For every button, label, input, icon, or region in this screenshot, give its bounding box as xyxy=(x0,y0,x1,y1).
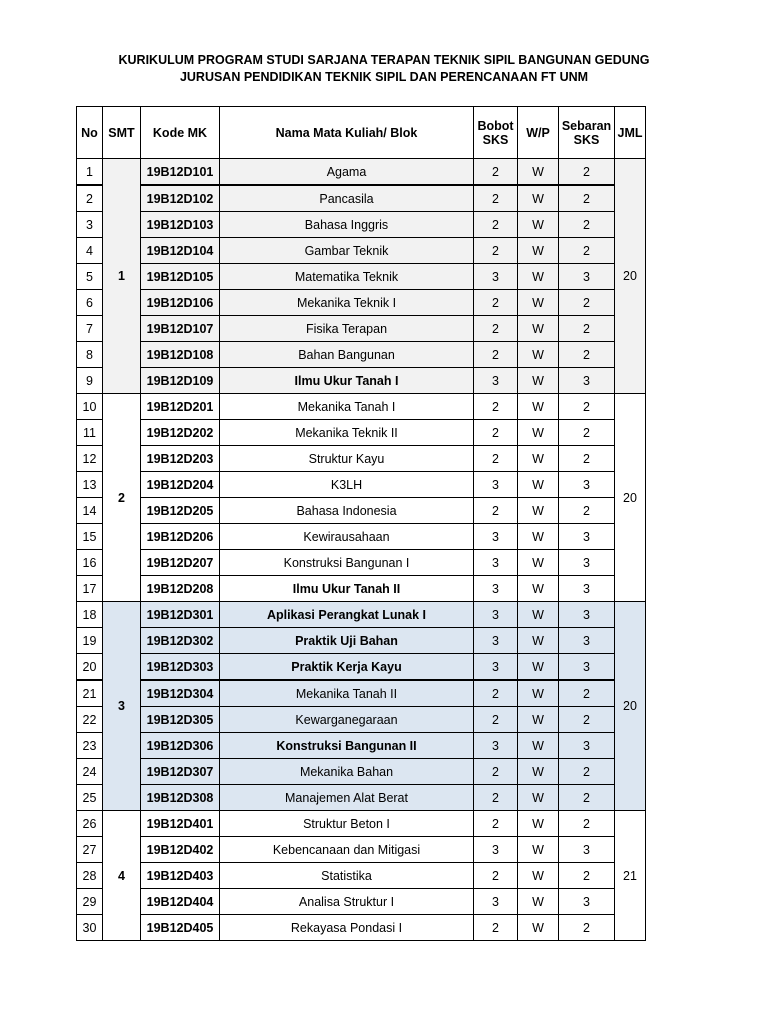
table-row xyxy=(77,733,646,759)
cell-nama: Analisa Struktur I xyxy=(220,889,474,915)
table-row xyxy=(77,420,646,446)
cell-nama: Praktik Uji Bahan xyxy=(220,628,474,654)
cell-bobot: 2 xyxy=(474,811,518,837)
cell-kode: 19B12D308 xyxy=(141,785,220,811)
cell-sebaran: 3 xyxy=(559,837,615,863)
table-row xyxy=(77,837,646,863)
page-title xyxy=(0,52,768,86)
cell-nama: Struktur Beton I xyxy=(220,811,474,837)
table-row xyxy=(77,394,646,420)
table-row xyxy=(77,290,646,316)
cell-sebaran: 2 xyxy=(559,785,615,811)
cell-kode: 19B12D401 xyxy=(141,811,220,837)
cell-sebaran: 2 xyxy=(559,446,615,472)
cell-no: 9 xyxy=(77,368,103,394)
cell-sebaran: 2 xyxy=(559,915,615,941)
cell-bobot: 3 xyxy=(474,576,518,602)
cell-kode: 19B12D103 xyxy=(141,212,220,238)
cell-kode: 19B12D206 xyxy=(141,524,220,550)
cell-nama: Konstruksi Bangunan II xyxy=(220,733,474,759)
cell-nama: Manajemen Alat Berat xyxy=(220,785,474,811)
table-row xyxy=(77,185,646,212)
title-line-2: JURUSAN PENDIDIKAN TEKNIK SIPIL DAN PERENCANAAN FT UNM xyxy=(179,70,589,84)
cell-bobot: 2 xyxy=(474,290,518,316)
cell-wp: W xyxy=(518,889,559,915)
cell-sebaran: 2 xyxy=(559,290,615,316)
table-row xyxy=(77,915,646,941)
cell-nama: Mekanika Teknik I xyxy=(220,290,474,316)
cell-sebaran: 3 xyxy=(559,368,615,394)
cell-bobot: 2 xyxy=(474,915,518,941)
cell-sebaran: 3 xyxy=(559,576,615,602)
cell-bobot: 3 xyxy=(474,733,518,759)
cell-wp: W xyxy=(518,837,559,863)
cell-sebaran: 3 xyxy=(559,264,615,290)
cell-kode: 19B12D404 xyxy=(141,889,220,915)
table-row xyxy=(77,368,646,394)
cell-no: 1 xyxy=(77,159,103,186)
cell-wp: W xyxy=(518,654,559,681)
cell-bobot: 2 xyxy=(474,863,518,889)
cell-bobot: 2 xyxy=(474,446,518,472)
cell-sebaran: 2 xyxy=(559,420,615,446)
cell-kode: 19B12D201 xyxy=(141,394,220,420)
cell-sebaran: 3 xyxy=(559,472,615,498)
cell-smt: 3 xyxy=(103,602,141,811)
cell-nama: Mekanika Bahan xyxy=(220,759,474,785)
cell-nama: Ilmu Ukur Tanah II xyxy=(220,576,474,602)
table-row xyxy=(77,863,646,889)
cell-no: 30 xyxy=(77,915,103,941)
table-row xyxy=(77,159,646,186)
cell-wp: W xyxy=(518,394,559,420)
table-row xyxy=(77,811,646,837)
cell-no: 22 xyxy=(77,707,103,733)
table-row xyxy=(77,212,646,238)
cell-no: 28 xyxy=(77,863,103,889)
cell-nama: Struktur Kayu xyxy=(220,446,474,472)
cell-bobot: 3 xyxy=(474,524,518,550)
cell-bobot: 3 xyxy=(474,368,518,394)
cell-sebaran: 2 xyxy=(559,316,615,342)
cell-sebaran: 2 xyxy=(559,680,615,707)
cell-kode: 19B12D205 xyxy=(141,498,220,524)
cell-bobot: 2 xyxy=(474,342,518,368)
cell-bobot: 2 xyxy=(474,212,518,238)
cell-kode: 19B12D303 xyxy=(141,654,220,681)
cell-no: 21 xyxy=(77,680,103,707)
cell-wp: W xyxy=(518,602,559,628)
table-row xyxy=(77,342,646,368)
cell-no: 24 xyxy=(77,759,103,785)
cell-sebaran: 2 xyxy=(559,759,615,785)
cell-sebaran: 3 xyxy=(559,628,615,654)
table-row xyxy=(77,759,646,785)
cell-nama: Kewarganegaraan xyxy=(220,707,474,733)
table-row xyxy=(77,889,646,915)
cell-kode: 19B12D104 xyxy=(141,238,220,264)
cell-kode: 19B12D108 xyxy=(141,342,220,368)
cell-sebaran: 2 xyxy=(559,863,615,889)
table-row xyxy=(77,628,646,654)
cell-kode: 19B12D405 xyxy=(141,915,220,941)
cell-wp: W xyxy=(518,785,559,811)
cell-wp: W xyxy=(518,342,559,368)
cell-nama: Fisika Terapan xyxy=(220,316,474,342)
cell-wp: W xyxy=(518,185,559,212)
cell-sebaran: 2 xyxy=(559,394,615,420)
cell-kode: 19B12D307 xyxy=(141,759,220,785)
table-row xyxy=(77,472,646,498)
cell-sebaran: 3 xyxy=(559,733,615,759)
cell-nama: Ilmu Ukur Tanah I xyxy=(220,368,474,394)
cell-smt: 4 xyxy=(103,811,141,941)
cell-no: 12 xyxy=(77,446,103,472)
cell-kode: 19B12D402 xyxy=(141,837,220,863)
cell-wp: W xyxy=(518,446,559,472)
cell-no: 4 xyxy=(77,238,103,264)
cell-sebaran: 2 xyxy=(559,159,615,186)
table-row xyxy=(77,785,646,811)
table-row xyxy=(77,680,646,707)
header-kode: Kode MK xyxy=(141,107,220,159)
cell-nama: Matematika Teknik xyxy=(220,264,474,290)
cell-bobot: 2 xyxy=(474,420,518,446)
cell-bobot: 2 xyxy=(474,759,518,785)
cell-nama: Konstruksi Bangunan I xyxy=(220,550,474,576)
cell-sebaran: 3 xyxy=(559,524,615,550)
header-bobot: Bobot SKS xyxy=(474,107,518,159)
cell-no: 23 xyxy=(77,733,103,759)
cell-wp: W xyxy=(518,498,559,524)
cell-wp: W xyxy=(518,524,559,550)
cell-no: 20 xyxy=(77,654,103,681)
table-row xyxy=(77,264,646,290)
cell-kode: 19B12D207 xyxy=(141,550,220,576)
cell-bobot: 2 xyxy=(474,316,518,342)
table-row xyxy=(77,524,646,550)
cell-wp: W xyxy=(518,264,559,290)
header-wp: W/P xyxy=(518,107,559,159)
cell-no: 3 xyxy=(77,212,103,238)
cell-bobot: 3 xyxy=(474,837,518,863)
cell-sebaran: 2 xyxy=(559,185,615,212)
cell-bobot: 3 xyxy=(474,264,518,290)
table-row xyxy=(77,576,646,602)
cell-bobot: 2 xyxy=(474,680,518,707)
cell-kode: 19B12D106 xyxy=(141,290,220,316)
cell-nama: Bahasa Indonesia xyxy=(220,498,474,524)
cell-no: 8 xyxy=(77,342,103,368)
table-row xyxy=(77,498,646,524)
cell-wp: W xyxy=(518,863,559,889)
cell-kode: 19B12D304 xyxy=(141,680,220,707)
table-row xyxy=(77,446,646,472)
cell-no: 18 xyxy=(77,602,103,628)
cell-wp: W xyxy=(518,290,559,316)
cell-kode: 19B12D203 xyxy=(141,446,220,472)
cell-wp: W xyxy=(518,759,559,785)
cell-bobot: 2 xyxy=(474,498,518,524)
cell-jml: 20 xyxy=(615,159,646,394)
header-smt: SMT xyxy=(103,107,141,159)
table-row xyxy=(77,238,646,264)
cell-no: 11 xyxy=(77,420,103,446)
cell-nama: Gambar Teknik xyxy=(220,238,474,264)
cell-nama: Praktik Kerja Kayu xyxy=(220,654,474,681)
cell-nama: Bahan Bangunan xyxy=(220,342,474,368)
table-body xyxy=(77,159,646,941)
cell-wp: W xyxy=(518,316,559,342)
cell-nama: K3LH xyxy=(220,472,474,498)
cell-sebaran: 2 xyxy=(559,342,615,368)
cell-wp: W xyxy=(518,915,559,941)
cell-jml: 20 xyxy=(615,602,646,811)
cell-bobot: 3 xyxy=(474,550,518,576)
cell-wp: W xyxy=(518,550,559,576)
cell-nama: Agama xyxy=(220,159,474,186)
cell-wp: W xyxy=(518,212,559,238)
header-jml: JML xyxy=(615,107,646,159)
cell-no: 29 xyxy=(77,889,103,915)
cell-wp: W xyxy=(518,680,559,707)
cell-smt: 2 xyxy=(103,394,141,602)
cell-nama: Mekanika Teknik II xyxy=(220,420,474,446)
cell-nama: Aplikasi Perangkat Lunak I xyxy=(220,602,474,628)
table-row xyxy=(77,316,646,342)
cell-wp: W xyxy=(518,472,559,498)
header-sebaran: Sebaran SKS xyxy=(559,107,615,159)
cell-no: 26 xyxy=(77,811,103,837)
table-row xyxy=(77,707,646,733)
curriculum-table xyxy=(76,106,646,941)
cell-kode: 19B12D102 xyxy=(141,185,220,212)
cell-kode: 19B12D109 xyxy=(141,368,220,394)
cell-nama: Mekanika Tanah II xyxy=(220,680,474,707)
header-no: No xyxy=(77,107,103,159)
cell-bobot: 3 xyxy=(474,472,518,498)
cell-wp: W xyxy=(518,576,559,602)
cell-kode: 19B12D202 xyxy=(141,420,220,446)
cell-bobot: 3 xyxy=(474,602,518,628)
cell-wp: W xyxy=(518,420,559,446)
table-row xyxy=(77,654,646,681)
cell-nama: Statistika xyxy=(220,863,474,889)
cell-nama: Mekanika Tanah I xyxy=(220,394,474,420)
cell-bobot: 2 xyxy=(474,707,518,733)
cell-wp: W xyxy=(518,733,559,759)
cell-sebaran: 2 xyxy=(559,498,615,524)
cell-kode: 19B12D105 xyxy=(141,264,220,290)
cell-nama: Kebencanaan dan Mitigasi xyxy=(220,837,474,863)
cell-no: 19 xyxy=(77,628,103,654)
cell-no: 10 xyxy=(77,394,103,420)
cell-kode: 19B12D107 xyxy=(141,316,220,342)
cell-sebaran: 2 xyxy=(559,238,615,264)
cell-bobot: 2 xyxy=(474,185,518,212)
cell-no: 16 xyxy=(77,550,103,576)
cell-nama: Rekayasa Pondasi I xyxy=(220,915,474,941)
cell-bobot: 3 xyxy=(474,654,518,681)
cell-nama: Pancasila xyxy=(220,185,474,212)
cell-bobot: 2 xyxy=(474,394,518,420)
cell-jml: 20 xyxy=(615,394,646,602)
cell-kode: 19B12D306 xyxy=(141,733,220,759)
cell-kode: 19B12D403 xyxy=(141,863,220,889)
cell-sebaran: 3 xyxy=(559,602,615,628)
cell-sebaran: 3 xyxy=(559,889,615,915)
header-row xyxy=(77,107,646,159)
cell-bobot: 3 xyxy=(474,628,518,654)
cell-nama: Bahasa Inggris xyxy=(220,212,474,238)
cell-no: 5 xyxy=(77,264,103,290)
cell-bobot: 2 xyxy=(474,785,518,811)
cell-kode: 19B12D208 xyxy=(141,576,220,602)
cell-kode: 19B12D204 xyxy=(141,472,220,498)
cell-wp: W xyxy=(518,628,559,654)
cell-kode: 19B12D301 xyxy=(141,602,220,628)
cell-no: 6 xyxy=(77,290,103,316)
cell-wp: W xyxy=(518,811,559,837)
cell-no: 17 xyxy=(77,576,103,602)
cell-wp: W xyxy=(518,238,559,264)
cell-nama: Kewirausahaan xyxy=(220,524,474,550)
title-line-1: KURIKULUM PROGRAM STUDI SARJANA TERAPAN TEKNIK SIPIL BANGUNAN GEDUNG xyxy=(118,53,650,67)
cell-kode: 19B12D305 xyxy=(141,707,220,733)
cell-no: 27 xyxy=(77,837,103,863)
table-row xyxy=(77,550,646,576)
cell-sebaran: 2 xyxy=(559,707,615,733)
cell-wp: W xyxy=(518,707,559,733)
cell-no: 15 xyxy=(77,524,103,550)
cell-jml: 21 xyxy=(615,811,646,941)
cell-sebaran: 2 xyxy=(559,212,615,238)
cell-kode: 19B12D101 xyxy=(141,159,220,186)
cell-sebaran: 3 xyxy=(559,654,615,681)
cell-bobot: 3 xyxy=(474,889,518,915)
cell-no: 13 xyxy=(77,472,103,498)
cell-bobot: 2 xyxy=(474,238,518,264)
cell-kode: 19B12D302 xyxy=(141,628,220,654)
cell-no: 2 xyxy=(77,185,103,212)
cell-sebaran: 2 xyxy=(559,811,615,837)
header-nama: Nama Mata Kuliah/ Blok xyxy=(220,107,474,159)
cell-bobot: 2 xyxy=(474,159,518,186)
table-row xyxy=(77,602,646,628)
cell-smt: 1 xyxy=(103,159,141,394)
cell-wp: W xyxy=(518,368,559,394)
cell-no: 7 xyxy=(77,316,103,342)
cell-no: 14 xyxy=(77,498,103,524)
cell-no: 25 xyxy=(77,785,103,811)
cell-wp: W xyxy=(518,159,559,186)
cell-sebaran: 3 xyxy=(559,550,615,576)
